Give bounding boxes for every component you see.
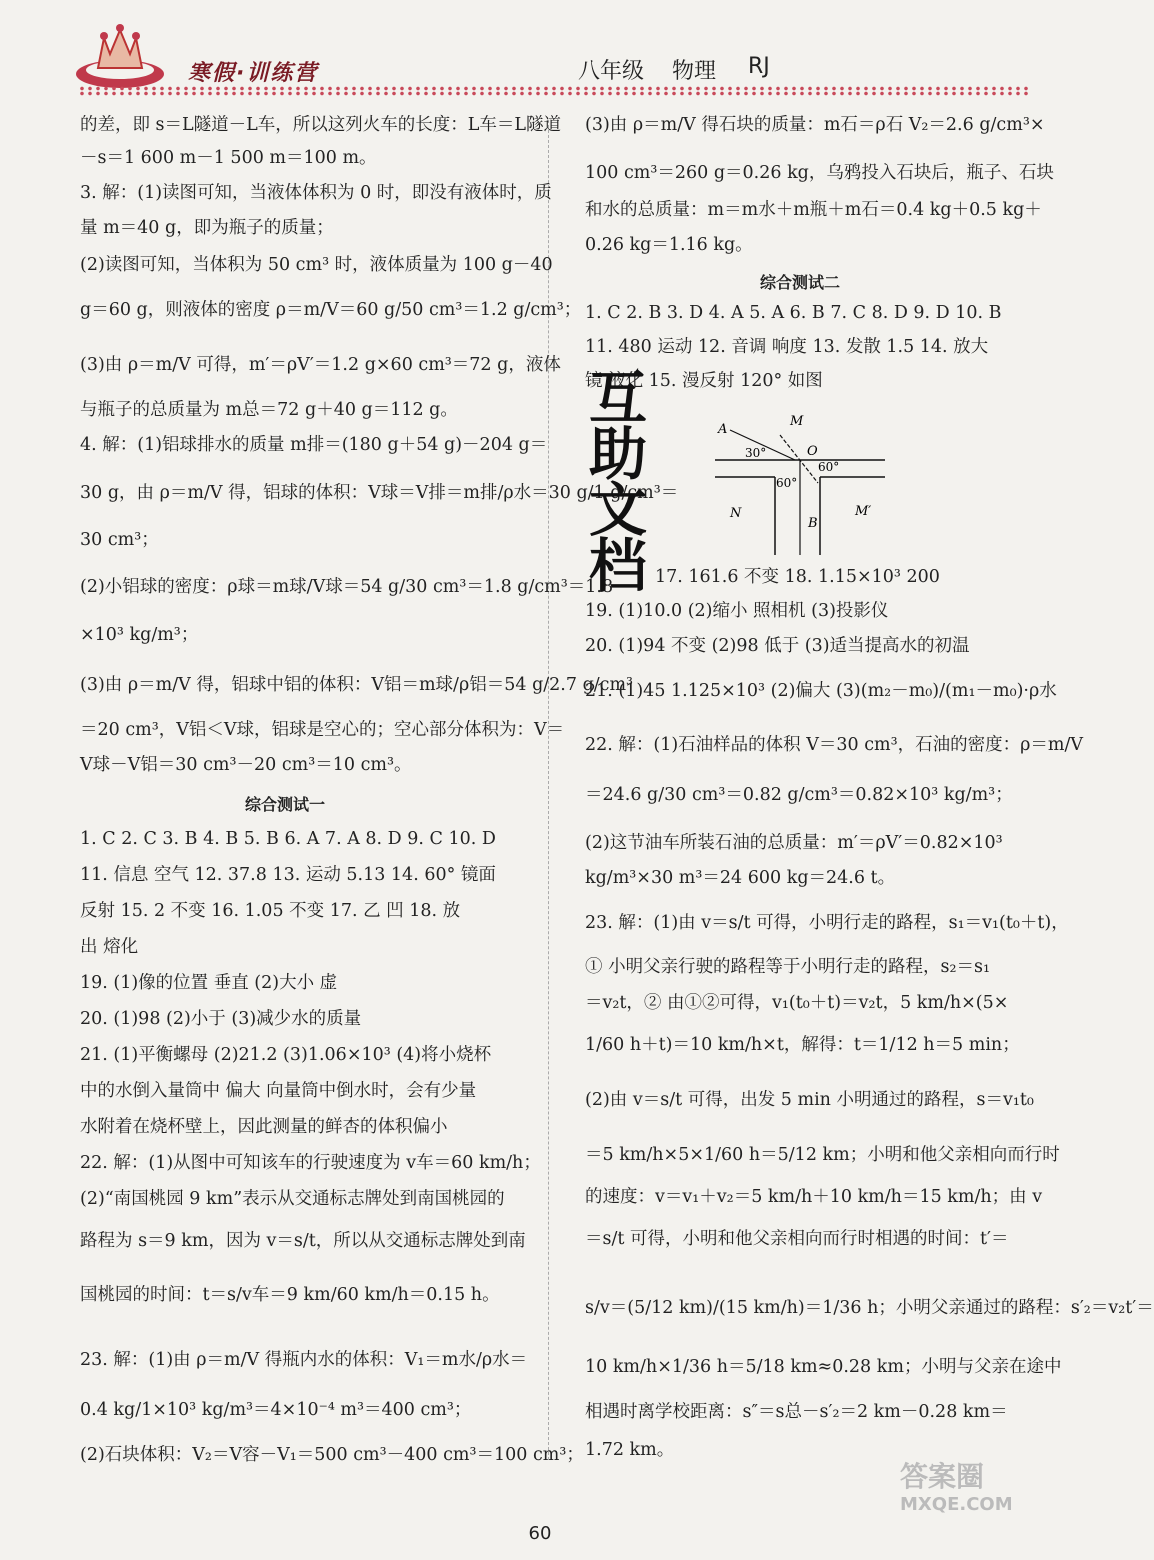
text-line: ×10³ kg/m³； — [80, 625, 199, 645]
answer-line: 22. 解：(1)从图中可知该车的行驶速度为 v车＝60 km/h； — [80, 1153, 541, 1173]
reflection-diagram — [700, 405, 900, 565]
answer-line: 1.72 km。 — [585, 1440, 675, 1460]
answer-line: 路程为 s＝9 km，因为 v＝s/t，所以从交通标志牌处到南 — [80, 1231, 526, 1251]
watermark-line: 答案圈 — [900, 1460, 985, 1493]
text-line: g＝60 g，则液体的密度 ρ＝m/V＝60 g/50 cm³＝1.2 g/cm³； — [80, 300, 582, 320]
text-line: 3. 解：(1)读图可知，当液体体积为 0 时，即没有液体时，质 — [80, 183, 552, 203]
answer-line: 22. 解：(1)石油样品的体积 V＝30 cm³，石油的密度：ρ＝m/V — [585, 735, 1084, 755]
section-title: 综合测试二 — [760, 273, 841, 292]
answer-line: 0.4 kg/1×10³ kg/m³＝4×10⁻⁴ m³＝400 cm³； — [80, 1400, 472, 1420]
answer-line: kg/m³×30 m³＝24 600 kg＝24.6 t。 — [585, 868, 896, 888]
answer-line: ① 小明父亲行驶的路程等于小明行走的路程，s₂＝s₁ — [585, 957, 991, 977]
text-line: 4. 解：(1)铝球排水的质量 m排＝(180 g＋54 g)－204 g＝ — [80, 435, 548, 455]
text-line: 的差，即 s＝L隧道－L车，所以这列火车的长度：L车＝L隧道 — [80, 115, 562, 135]
answer-line: 镜 液化 15. 漫反射 120° 如图 — [585, 371, 823, 391]
handwritten-char: 档 — [588, 532, 647, 600]
text-line: V球－V铝＝30 cm³－20 cm³＝10 cm³。 — [80, 755, 412, 775]
answer-line: 1. C 2. C 3. B 4. B 5. B 6. A 7. A 8. D 9. C 10. D — [80, 829, 496, 849]
angle-60-down: 60° — [776, 476, 798, 490]
answer-line: 1. C 2. B 3. D 4. A 5. A 6. B 7. C 8. D 9. D 10. B — [585, 303, 1002, 323]
answer-line: s/v＝(5/12 km)/(15 km/h)＝1/36 h；小明父亲通过的路程：s′₂＝v₂t′＝ — [585, 1298, 1154, 1318]
answer-line: 19. (1)像的位置 垂直 (2)大小 虚 — [80, 973, 338, 993]
site-watermark — [900, 1460, 1013, 1515]
text-line: 100 cm³＝260 g＝0.26 kg，乌鸦投入石块后，瓶子、石块 — [585, 163, 1054, 183]
answer-line: 1/60 h＋t)＝10 km/h×t，解得：t＝1/12 h＝5 min； — [585, 1035, 1020, 1055]
label-m-prime: M′ — [855, 504, 872, 519]
handwritten-watermark — [578, 364, 658, 600]
answer-line: 19. (1)10.0 (2)缩小 照相机 (3)投影仪 — [585, 601, 889, 621]
label-b: B — [808, 516, 818, 531]
answer-line: 水附着在烧杯壁上，因此测量的鲜杏的体积偏小 — [80, 1117, 448, 1137]
answer-line: 20. (1)98 (2)小于 (3)减少水的质量 — [80, 1009, 362, 1029]
answer-line: (2)这节油车所装石油的总质量：m′＝ρV′＝0.82×10³ — [585, 833, 1003, 853]
text-line: (3)由 ρ＝m/V 得石块的质量：m石＝ρ石 V₂＝2.6 g/cm³× — [585, 115, 1045, 135]
section-title: 综合测试一 — [245, 795, 326, 814]
logo-icon — [70, 22, 170, 92]
answer-line: 20. (1)94 不变 (2)98 低于 (3)适当提高水的初温 — [585, 636, 970, 656]
answer-line: 10 km/h×1/36 h＝5/18 km≈0.28 km；小明与父亲在途中 — [585, 1357, 1062, 1377]
handwritten-char: 助 — [588, 420, 647, 488]
handwritten-char: 文 — [588, 476, 647, 544]
angle-60-right: 60° — [818, 460, 840, 474]
answer-line: 的速度：v＝v₁＋v₂＝5 km/h＋10 km/h＝15 km/h；由 v — [585, 1187, 1043, 1207]
page-number: 60 — [528, 1523, 552, 1544]
answer-line: (2)由 v＝s/t 可得，出发 5 min 小明通过的路程，s＝v₁t₀ — [585, 1090, 1034, 1110]
label-m: M — [790, 414, 804, 429]
text-line: 30 cm³； — [80, 530, 159, 550]
label-a: A — [718, 422, 728, 437]
handwritten-char: 互 — [588, 364, 647, 432]
text-line: (3)由 ρ＝m/V 可得，m′＝ρV′＝1.2 g×60 cm³＝72 g，液体 — [80, 355, 561, 375]
answer-line: 23. 解：(1)由 v＝s/t 可得，小明行走的路程，s₁＝v₁(t₀＋t)， — [585, 913, 1069, 933]
page-header — [0, 0, 1080, 100]
watermark-line: MXQE.COM — [900, 1493, 1013, 1515]
answer-line: ＝5 km/h×5×1/60 h＝5/12 km；小明和他父亲相向而行时 — [585, 1145, 1060, 1165]
answer-line: 11. 信息 空气 12. 37.8 13. 运动 5.13 14. 60° 镜面 — [80, 865, 496, 885]
answer-line: 反射 15. 2 不变 16. 1.05 不变 17. 乙 凹 18. 放 — [80, 901, 461, 921]
answer-line: 23. 解：(1)由 ρ＝m/V 得瓶内水的体积：V₁＝m水/ρ水＝ — [80, 1350, 528, 1370]
label-n: N — [730, 506, 742, 521]
answer-line: 国桃园的时间：t＝s/v车＝9 km/60 km/h＝0.15 h。 — [80, 1285, 500, 1305]
answer-line: 21. (1)平衡螺母 (2)21.2 (3)1.06×10³ (4)将小烧杯 — [80, 1045, 492, 1065]
text-line: (2)小铝球的密度：ρ球＝m球/V球＝54 g/30 cm³＝1.8 g/cm³＝1.8 — [80, 577, 614, 597]
grade-label: 八年级 — [578, 59, 645, 84]
answer-line: 相遇时离学校距离：s″＝s总－s′₂＝2 km－0.28 km＝ — [585, 1402, 1008, 1422]
label-o: O — [807, 444, 818, 459]
answer-line: ＝v₂t，② 由①②可得，v₁(t₀＋t)＝v₂t，5 km/h×(5× — [585, 993, 1009, 1013]
text-line: 量 m＝40 g，即为瓶子的质量； — [80, 218, 334, 238]
text-line: 与瓶子的总质量为 m总＝72 g＋40 g＝112 g。 — [80, 400, 458, 420]
text-line: (3)由 ρ＝m/V 得，铝球中铝的体积：V铝＝m球/ρ铝＝54 g/2.7 g/cm³ — [80, 675, 634, 695]
answer-line: 出 熔化 — [80, 937, 139, 957]
answer-line: ＝s/t 可得，小明和他父亲相向而行时相遇的时间：t′＝ — [585, 1229, 1009, 1249]
answer-line: (2)石块体积：V₂＝V容－V₁＝500 cm³－400 cm³＝100 cm³； — [80, 1445, 584, 1465]
answer-line: 21. (1)45 1.125×10³ (2)偏大 (3)(m₂－m₀)/(m₁－m₀)·ρ水 — [585, 681, 1057, 701]
header-dotted-rule — [78, 86, 1030, 96]
brand-title: 寒假·训练营 — [188, 61, 319, 86]
text-line: 0.26 kg＝1.16 kg。 — [585, 235, 753, 255]
answer-line: 中的水倒入量筒中 偏大 向量筒中倒水时，会有少量 — [80, 1081, 477, 1101]
text-line: (2)读图可知，当体积为 50 cm³ 时，液体质量为 100 g－40 — [80, 255, 553, 275]
text-line: －s＝1 600 m－1 500 m＝100 m。 — [80, 148, 377, 168]
text-line: ＝20 cm³，V铝＜V球，铝球是空心的；空心部分体积为：V＝ — [80, 720, 565, 740]
answer-line: 11. 480 运动 12. 音调 响度 13. 发散 1.5 14. 放大 — [585, 337, 989, 357]
answer-line: (2)“南国桃园 9 km”表示从交通标志牌处到南国桃园的 — [80, 1189, 505, 1209]
answer-line: ＝24.6 g/30 cm³＝0.82 g/cm³＝0.82×10³ kg/m³； — [585, 785, 1013, 805]
subject-label: 物理 — [672, 59, 717, 84]
edition-label: RJ — [748, 54, 770, 79]
text-line: 和水的总质量：m＝m水＋m瓶＋m石＝0.4 kg＋0.5 kg＋ — [585, 200, 1042, 220]
answer-line: 17. 161.6 不变 18. 1.15×10³ 200 — [655, 567, 940, 587]
angle-30: 30° — [745, 446, 767, 460]
text-line: 30 g，由 ρ＝m/V 得，铝球的体积：V球＝V排＝m排/ρ水＝30 g/1 g/cm³＝ — [80, 483, 679, 503]
